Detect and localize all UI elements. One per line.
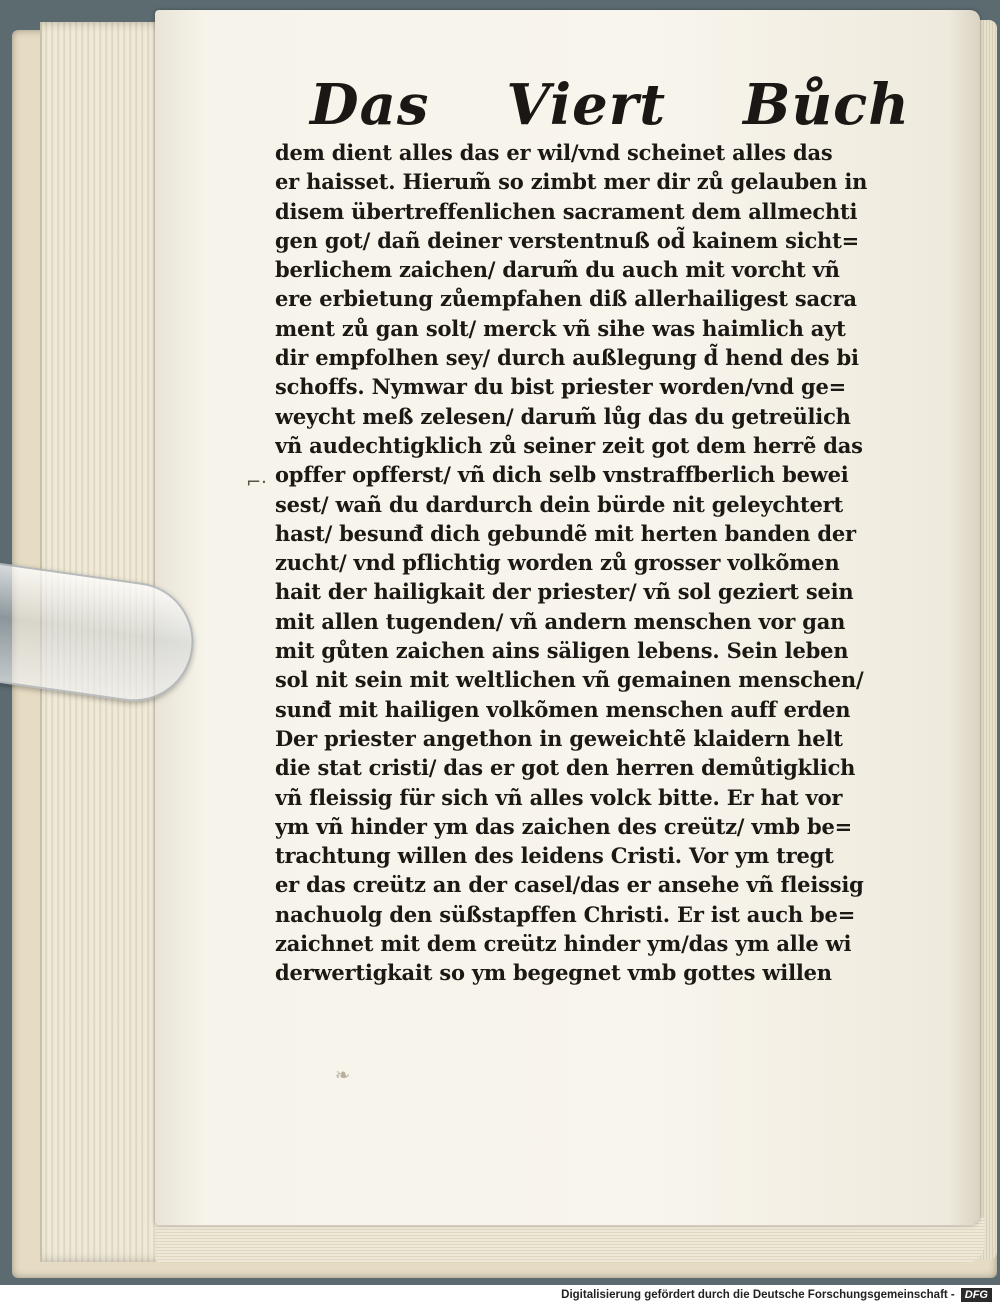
text-line: mit allen tugenden/ vñ andern menschen vor gan: [275, 608, 846, 634]
text-line: hait der hailigkait der priester/ vñ sol geziert sein: [275, 579, 854, 605]
text-line: vñ audechtigklich zů seiner zeit got dem herrẽ das: [275, 432, 863, 458]
running-head-word: Viert: [506, 72, 667, 138]
text-line: Der priester angethon in geweichtẽ klaidern helt: [275, 725, 843, 751]
running-head-word: Bůch: [743, 72, 910, 138]
text-line: gen got/ dañ deiner verstentnuß od̃ kainem sicht=: [275, 227, 860, 253]
text-line: zaichnet mit dem creütz hinder ym/das ym alle wi: [275, 931, 852, 957]
text-line: zucht/ vnd pflichtig worden zů grosser volkõmen: [275, 550, 840, 576]
running-head-word: Das: [310, 72, 430, 138]
running-head: [310, 70, 910, 140]
text-line: dem dient alles das er wil/vnd scheinet alles das: [275, 140, 833, 165]
dfg-logo: DFG: [961, 1288, 992, 1302]
text-line: ym vñ hinder ym das zaichen des creütz/ vmb be=: [275, 813, 853, 839]
text-line: weycht meß zelesen/ darum̃ lůg das du getreülich: [275, 403, 851, 429]
text-line: ere erbietung zůempfahen diß allerhailigest sacra: [275, 286, 857, 312]
text-line: er das creütz an der casel/das er ansehe vñ fleissig: [275, 872, 864, 898]
text-line: sest/ wañ du dardurch dein bürde nit geleychtert: [275, 491, 844, 517]
faint-show-through: ❧: [335, 1065, 351, 1086]
text-line: berlichem zaichen/ darum̃ du auch mit vorcht vñ: [275, 257, 840, 283]
text-line: sol nit sein mit weltlichen vñ gemainen menschen/: [275, 667, 864, 693]
footer-credit: Digitalisierung gefördert durch die Deutsche Forschungsgemeinschaft -: [561, 1289, 955, 1301]
text-line: mit gůten zaichen ains säligen lebens. Sein leben: [275, 638, 849, 664]
text-line: vñ fleissig für sich vñ alles volck bitte. Er hat vor: [275, 784, 843, 810]
text-line: derwertigkait so ym begegnet vmb gottes willen: [275, 960, 832, 986]
text-line: schoffs. Nymwar du bist priester worden/vnd ge=: [275, 374, 847, 400]
footer-bar: [0, 1285, 1000, 1305]
margin-mark: ⌐·: [246, 472, 267, 493]
body-text: [275, 138, 940, 988]
text-line: trachtung willen des leidens Cristi. Vor ym tregt: [275, 843, 834, 869]
text-line: er haisset. Hierum̃ so zimbt mer dir zů gelauben in: [275, 169, 868, 195]
text-line: die stat cristi/ das er got den herren demůtigklich: [275, 755, 856, 781]
text-line: opffer opfferst/ vñ dich selb vnstraffberlich bewei: [275, 462, 849, 488]
text-line: hast/ besunđ dich gebundẽ mit herten banden der: [275, 520, 856, 546]
text-line: nachuolg den süßstapffen Christi. Er ist auch be=: [275, 901, 856, 927]
text-line: disem übertreffenlichen sacrament dem allmechti: [275, 198, 858, 224]
text-line: dir empfolhen sey/ durch außlegung d̃ hend des bi: [275, 345, 859, 371]
text-line: ment zů gan solt/ merck vñ sihe was haimlich ayt: [275, 315, 846, 341]
text-line: sunđ mit hailigen volkõmen menschen auff erden: [275, 696, 851, 722]
